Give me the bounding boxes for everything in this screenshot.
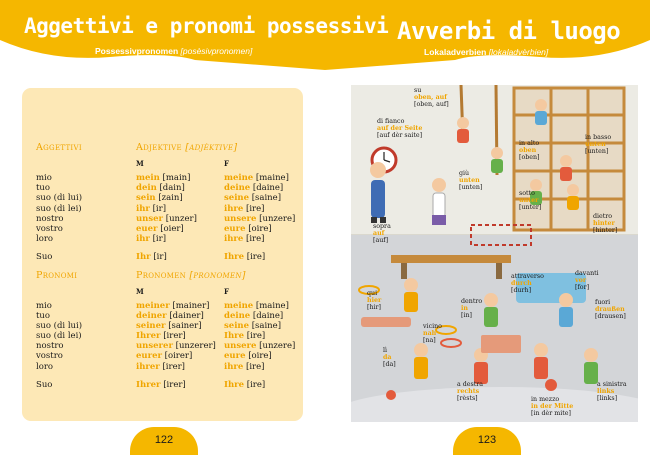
de-masc-pron: [ir] — [153, 252, 167, 263]
adjectives-de-heading-text: Adjektive — [136, 142, 182, 153]
de-fem: ihre — [224, 234, 244, 245]
right-subtitle-pron: [lokaladvèrbien] — [488, 47, 549, 57]
it-word: tuo — [36, 183, 51, 194]
adjectives-suo-row — [36, 252, 296, 262]
label-pron: [rèsts] — [457, 395, 478, 402]
de-fem: seine — [224, 193, 250, 204]
de-fem-pron: [oire] — [248, 351, 272, 362]
label-pron: [for] — [575, 284, 590, 291]
table-row — [36, 321, 296, 331]
pronouns-heading-row — [36, 271, 296, 287]
de-fem: unsere — [224, 213, 257, 224]
label-it: sopra — [373, 223, 391, 230]
de-masc: eurer — [136, 351, 162, 362]
label-it: attraverso — [511, 273, 544, 280]
label-pron: [hir] — [367, 304, 381, 311]
label-it: in mezzo — [531, 396, 560, 403]
it-word: Suo — [36, 379, 53, 390]
label-it: a sinistra — [597, 381, 627, 388]
de-masc: ihr — [136, 234, 150, 245]
de-fem-pron: [ire] — [246, 361, 265, 372]
de-masc-pron: [unzerer] — [175, 341, 216, 352]
de-masc-pron: [main] — [162, 173, 191, 183]
label-it: sotto — [519, 190, 535, 197]
label-pron: [links] — [597, 395, 618, 402]
adjectives-rows — [36, 173, 296, 244]
de-fem-pron: [unzere] — [259, 341, 296, 352]
label-de: rechts — [457, 388, 480, 395]
table-row — [36, 351, 296, 361]
de-masc: Ihrer — [136, 331, 161, 342]
de-masc-pron: [dainer] — [169, 310, 204, 321]
de-masc-pron: [irer] — [162, 361, 185, 372]
it-word: suo (di lei) — [36, 203, 82, 214]
de-masc-pron: [unzer] — [165, 213, 197, 224]
de-masc: Ihr — [136, 252, 151, 263]
gym-illustration — [351, 85, 638, 422]
pronouns-suo-row — [36, 380, 296, 390]
pronouns-de-heading — [136, 271, 246, 281]
left-subtitle-text: Possessivpronomen — [95, 46, 179, 56]
de-fem-pron: [maine] — [255, 300, 289, 311]
de-masc-pron: [irer] — [163, 331, 186, 342]
label-sopra — [373, 223, 391, 244]
de-fem-pron: [ire] — [246, 379, 266, 390]
de-fem-pron: [ire] — [246, 331, 266, 342]
label-vicino — [423, 323, 442, 344]
de-fem: deine — [224, 310, 251, 321]
label-it: davanti — [575, 270, 599, 277]
label-it: dietro — [593, 213, 613, 220]
label-pron: [in dèr mite] — [531, 410, 571, 417]
label-dietro — [593, 213, 617, 234]
de-fem-pron: [ire] — [246, 234, 265, 245]
adjectives-de-heading-pron: [adjèktive] — [185, 142, 238, 153]
right-page-number: 123 — [477, 434, 497, 446]
it-word: suo (di lui) — [36, 320, 83, 331]
label-it: fuori — [595, 299, 611, 306]
it-word: vostro — [36, 223, 63, 234]
left-subtitle-pron: [posèsivpronomen] — [180, 46, 253, 56]
label-de: oben, auf — [414, 94, 447, 101]
label-it: qui — [367, 290, 378, 297]
de-masc: dein — [136, 183, 157, 194]
table-row — [36, 331, 296, 341]
right-page-title: Avverbi di luogo — [397, 17, 621, 45]
it-word: suo (di lei) — [36, 331, 82, 342]
adjectives-gender-row — [36, 159, 296, 173]
adjectives-col-m: M — [136, 159, 144, 168]
label-it: in alto — [519, 140, 540, 147]
label-attraverso — [511, 273, 544, 294]
de-masc: euer — [136, 223, 158, 234]
label-de: auf — [373, 230, 385, 237]
de-fem-pron: [daine] — [252, 183, 284, 194]
it-word: Suo — [36, 252, 53, 263]
label-de: unten — [585, 141, 606, 148]
de-masc: ihr — [136, 203, 150, 214]
table-row — [36, 234, 296, 244]
de-masc: Ihrer — [136, 379, 161, 390]
de-masc-pron: [mainer] — [172, 300, 210, 311]
de-fem-pron: [daine] — [252, 310, 284, 321]
it-word: nostro — [36, 341, 64, 352]
label-pron: [na] — [423, 337, 436, 344]
de-fem: ihre — [224, 203, 244, 214]
it-word: vostro — [36, 351, 63, 362]
de-masc: unserer — [136, 341, 173, 352]
de-masc-pron: [irer] — [163, 379, 186, 390]
label-pron: [durh] — [511, 287, 532, 294]
it-word: loro — [36, 234, 54, 245]
label-in-basso — [585, 134, 611, 155]
pronouns-de-heading-text: Pronomen — [136, 269, 187, 281]
de-fem-pron: [ire] — [246, 203, 265, 214]
label-de: draußen — [595, 306, 625, 313]
de-masc: mein — [136, 173, 160, 183]
de-fem: Ihre — [224, 331, 245, 342]
label-it: giù — [459, 170, 470, 177]
de-masc-pron: [sainer] — [168, 320, 202, 331]
label-it: lì — [383, 347, 388, 354]
label-de: vor — [575, 277, 587, 284]
label-de: da — [383, 354, 392, 361]
label-pron: [oben] — [519, 154, 540, 161]
left-page-subtitle — [95, 46, 252, 56]
table-row — [36, 341, 296, 351]
label-de: durch — [511, 280, 532, 287]
de-masc-pron: [zain] — [158, 193, 183, 204]
it-word: mio — [36, 300, 52, 311]
table-row — [36, 183, 296, 193]
de-fem: Ihre — [224, 379, 245, 390]
label-di-fianco — [377, 118, 422, 139]
table-row — [36, 214, 296, 224]
adjectives-col-f: F — [224, 159, 229, 168]
label-de: auf der Seite — [377, 125, 423, 132]
label-pron: [auf dèr saite] — [377, 132, 423, 139]
de-fem-pron: [maine] — [255, 173, 289, 183]
table-row — [36, 204, 296, 214]
de-fem: meine — [224, 300, 254, 311]
table-row — [36, 224, 296, 234]
label-it: a destra — [457, 381, 484, 388]
de-masc-pron: [ir] — [152, 234, 167, 245]
de-fem-pron: [unzere] — [259, 213, 296, 224]
label-qui — [367, 290, 381, 311]
de-fem: eure — [224, 223, 246, 234]
label-pron: [hinter] — [593, 227, 618, 234]
label-de: unten — [459, 177, 480, 184]
de-fem: Ihre — [224, 252, 245, 263]
de-masc-pron: [ir] — [152, 203, 167, 214]
label-pron: [da] — [383, 361, 396, 368]
label-de: in — [461, 305, 468, 312]
pronouns-it-heading: Pronomi — [36, 269, 78, 281]
label-giu — [459, 170, 482, 191]
label-a-sinistra — [597, 381, 627, 402]
de-masc: ihrer — [136, 361, 160, 372]
label-a-destra — [457, 381, 483, 402]
de-fem-pron: [oire] — [248, 223, 272, 234]
label-de: unter — [519, 197, 539, 204]
pronouns-gender-row — [36, 287, 296, 301]
label-su — [414, 87, 449, 108]
label-de: nah — [423, 330, 437, 337]
label-pron: [auf] — [373, 237, 389, 244]
table-row — [36, 173, 296, 183]
table-row — [36, 193, 296, 203]
table-row — [36, 362, 296, 372]
pronouns-col-m: M — [136, 286, 144, 296]
adjectives-heading-row — [36, 143, 296, 159]
label-it: vicino — [423, 323, 442, 330]
label-sotto — [519, 190, 541, 211]
right-page-subtitle — [424, 47, 548, 57]
pronouns-de-heading-pron: [pronomen] — [189, 269, 246, 281]
label-pron: [drausen] — [595, 313, 626, 320]
label-dentro — [461, 298, 482, 319]
label-it: su — [414, 87, 422, 94]
table-row — [36, 301, 296, 311]
label-in-alto — [519, 140, 540, 161]
label-de: oben — [519, 147, 537, 154]
de-fem: ihre — [224, 361, 244, 372]
de-masc-pron: [oirer] — [164, 351, 193, 362]
de-fem: unsere — [224, 341, 257, 352]
label-pron: [unten] — [459, 184, 483, 191]
pronouns-col-f: F — [224, 286, 229, 296]
it-word: tuo — [36, 310, 51, 321]
label-pron: [unter] — [519, 204, 542, 211]
possessives-table — [36, 143, 296, 390]
de-masc-pron: [oier] — [160, 223, 184, 234]
label-fuori — [595, 299, 626, 320]
table-row — [36, 311, 296, 321]
right-subtitle-text: Lokaladverbien — [424, 47, 487, 57]
de-fem: meine — [224, 173, 254, 183]
label-davanti — [575, 270, 599, 291]
de-fem: eure — [224, 351, 246, 362]
left-page-title: Aggettivi e pronomi possessivi — [24, 14, 389, 38]
label-pron: [unten] — [585, 148, 609, 155]
de-masc-pron: [dain] — [159, 183, 185, 194]
adjectives-de-heading — [136, 143, 237, 153]
label-in-mezzo — [531, 396, 573, 417]
de-masc: unser — [136, 213, 164, 224]
de-masc: sein — [136, 193, 156, 204]
label-it: in basso — [585, 134, 612, 141]
label-pron: [in] — [461, 312, 472, 319]
de-masc: seiner — [136, 320, 166, 331]
label-de: in der Mitte — [531, 403, 574, 410]
it-word: suo (di lui) — [36, 193, 83, 204]
label-de: hinter — [593, 220, 615, 227]
label-li — [383, 347, 396, 368]
de-masc: meiner — [136, 300, 170, 311]
de-fem-pron: [ire] — [246, 252, 266, 263]
pronouns-rows — [36, 301, 296, 372]
it-word: nostro — [36, 213, 64, 224]
de-fem-pron: [saine] — [251, 320, 282, 331]
de-masc: deiner — [136, 310, 167, 321]
de-fem: deine — [224, 183, 251, 194]
label-it: di fianco — [377, 118, 405, 125]
left-page-number: 122 — [154, 434, 174, 446]
de-fem-pron: [saine] — [251, 193, 282, 204]
label-de: links — [597, 388, 615, 395]
label-pron: [oben, auf] — [414, 101, 449, 108]
de-fem: seine — [224, 320, 250, 331]
label-de: hier — [367, 297, 382, 304]
label-it: dentro — [461, 298, 483, 305]
it-word: loro — [36, 361, 54, 372]
it-word: mio — [36, 173, 52, 183]
adjectives-it-heading: Aggettivi — [36, 142, 82, 153]
